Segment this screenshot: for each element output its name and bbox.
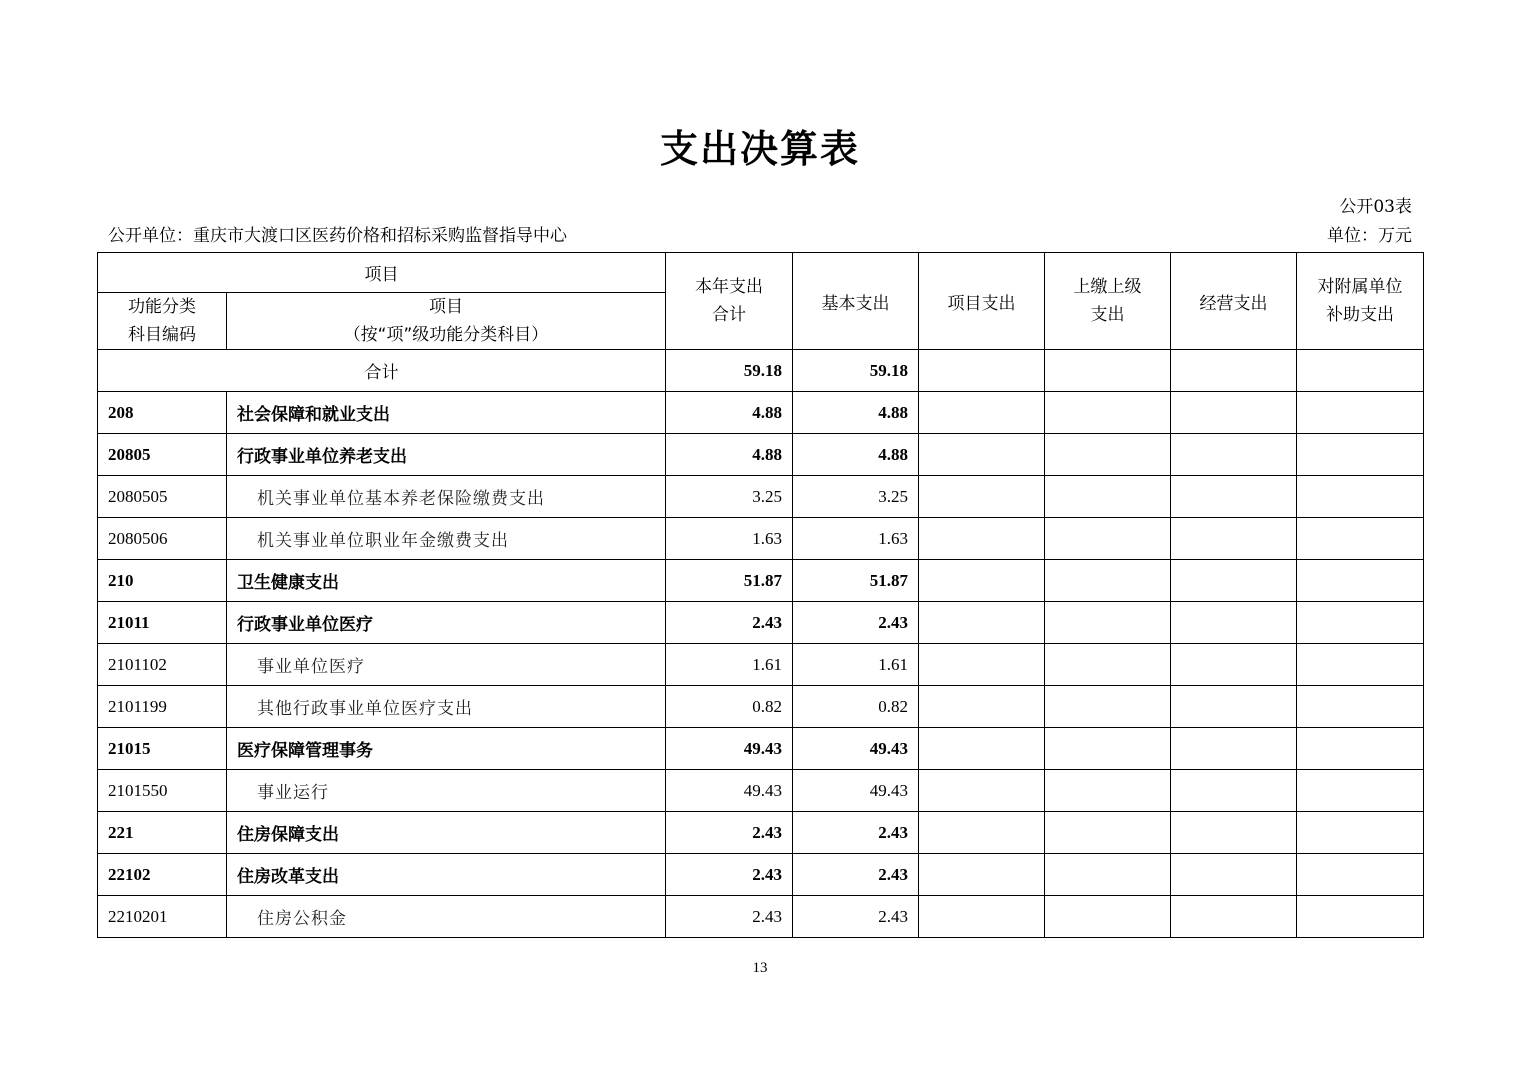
row-business (1171, 854, 1297, 896)
row-subsidy (1297, 476, 1424, 518)
row-total: 2.43 (666, 812, 793, 854)
row-code: 20805 (98, 434, 227, 476)
row-project (919, 434, 1045, 476)
row-business (1171, 602, 1297, 644)
row-project (919, 560, 1045, 602)
row-code: 2101550 (98, 770, 227, 812)
name-header-line1: 项目 (429, 297, 463, 317)
row-name: 社会保障和就业支出 (227, 392, 666, 434)
row-basic: 3.25 (793, 476, 919, 518)
row-upper (1045, 728, 1171, 770)
table-row (98, 392, 1424, 434)
code-header-line2: 科目编码 (128, 325, 196, 345)
total-header-line1: 本年支出 (695, 277, 763, 297)
name-header (227, 293, 666, 350)
table-row (98, 812, 1424, 854)
table-row (98, 728, 1424, 770)
basic-header: 基本支出 (793, 253, 919, 350)
row-business (1171, 728, 1297, 770)
row-basic: 4.88 (793, 434, 919, 476)
row-business (1171, 770, 1297, 812)
row-basic: 2.43 (793, 896, 919, 938)
upper-header-line2: 支出 (1090, 305, 1125, 325)
business-header: 经营支出 (1171, 253, 1297, 350)
row-code: 2210201 (98, 896, 227, 938)
row-name: 机关事业单位职业年金缴费支出 (227, 518, 666, 560)
name-header-line2: （按“项”级功能分类科目） (343, 325, 549, 345)
subsidy-header (1297, 253, 1424, 350)
total-row-basic: 59.18 (793, 350, 919, 392)
row-subsidy (1297, 854, 1424, 896)
row-subsidy (1297, 728, 1424, 770)
total-row-subsidy (1297, 350, 1424, 392)
row-project (919, 812, 1045, 854)
row-code: 2101102 (98, 644, 227, 686)
row-name: 住房改革支出 (227, 854, 666, 896)
row-name: 住房保障支出 (227, 812, 666, 854)
table-row (98, 434, 1424, 476)
row-basic: 51.87 (793, 560, 919, 602)
total-row-total: 59.18 (666, 350, 793, 392)
total-row-label: 合计 (98, 350, 666, 392)
row-subsidy (1297, 602, 1424, 644)
table-row (98, 602, 1424, 644)
total-header-line2: 合计 (712, 305, 746, 325)
row-total: 4.88 (666, 434, 793, 476)
row-basic: 49.43 (793, 770, 919, 812)
row-total: 1.63 (666, 518, 793, 560)
page-number: 13 (752, 960, 768, 976)
total-row-project (919, 350, 1045, 392)
row-project (919, 854, 1045, 896)
row-code: 208 (98, 392, 227, 434)
item-group-header: 项目 (98, 253, 666, 293)
code-header-line1: 功能分类 (128, 297, 196, 317)
row-business (1171, 392, 1297, 434)
row-upper (1045, 602, 1171, 644)
row-upper (1045, 896, 1171, 938)
row-basic: 2.43 (793, 602, 919, 644)
row-name: 卫生健康支出 (227, 560, 666, 602)
table-row (98, 560, 1424, 602)
row-code: 2080506 (98, 518, 227, 560)
table-row (98, 686, 1424, 728)
row-total: 49.43 (666, 728, 793, 770)
row-code: 2101199 (98, 686, 227, 728)
row-basic: 2.43 (793, 812, 919, 854)
row-upper (1045, 770, 1171, 812)
row-project (919, 896, 1045, 938)
row-total: 4.88 (666, 392, 793, 434)
row-subsidy (1297, 644, 1424, 686)
row-basic: 1.61 (793, 644, 919, 686)
row-basic: 4.88 (793, 392, 919, 434)
table-row (98, 770, 1424, 812)
total-row (98, 350, 1424, 392)
row-total: 49.43 (666, 770, 793, 812)
row-subsidy (1297, 770, 1424, 812)
row-total: 0.82 (666, 686, 793, 728)
row-total: 2.43 (666, 602, 793, 644)
subsidy-header-line2: 补助支出 (1326, 305, 1394, 325)
row-total: 1.61 (666, 644, 793, 686)
row-subsidy (1297, 518, 1424, 560)
header-info-row (108, 221, 1412, 245)
row-code: 210 (98, 560, 227, 602)
row-name: 事业运行 (227, 770, 666, 812)
row-code: 21015 (98, 728, 227, 770)
row-subsidy (1297, 392, 1424, 434)
row-upper (1045, 812, 1171, 854)
row-upper (1045, 434, 1171, 476)
project-header: 项目支出 (919, 253, 1045, 350)
row-project (919, 770, 1045, 812)
row-code: 22102 (98, 854, 227, 896)
row-code: 2080505 (98, 476, 227, 518)
total-row-upper (1045, 350, 1171, 392)
row-subsidy (1297, 560, 1424, 602)
row-name: 行政事业单位医疗 (227, 602, 666, 644)
table-row (98, 518, 1424, 560)
row-basic: 49.43 (793, 728, 919, 770)
table-row (98, 476, 1424, 518)
row-basic: 0.82 (793, 686, 919, 728)
table-row (98, 854, 1424, 896)
row-business (1171, 686, 1297, 728)
row-project (919, 518, 1045, 560)
total-header (666, 253, 793, 350)
row-name: 机关事业单位基本养老保险缴费支出 (227, 476, 666, 518)
row-upper (1045, 476, 1171, 518)
row-code: 221 (98, 812, 227, 854)
row-subsidy (1297, 686, 1424, 728)
row-name: 行政事业单位养老支出 (227, 434, 666, 476)
row-business (1171, 476, 1297, 518)
row-project (919, 392, 1045, 434)
upper-header-line1: 上缴上级 (1073, 277, 1142, 297)
row-project (919, 644, 1045, 686)
row-project (919, 602, 1045, 644)
unit-label: 单位：万元 (1327, 226, 1412, 246)
row-project (919, 728, 1045, 770)
row-upper (1045, 518, 1171, 560)
row-project (919, 476, 1045, 518)
row-upper (1045, 392, 1171, 434)
upper-header (1045, 253, 1171, 350)
row-code: 21011 (98, 602, 227, 644)
subsidy-header-line1: 对附属单位 (1317, 277, 1403, 297)
row-business (1171, 644, 1297, 686)
row-subsidy (1297, 812, 1424, 854)
row-upper (1045, 686, 1171, 728)
row-business (1171, 812, 1297, 854)
row-basic: 2.43 (793, 854, 919, 896)
row-total: 2.43 (666, 896, 793, 938)
row-upper (1045, 644, 1171, 686)
row-business (1171, 434, 1297, 476)
row-name: 医疗保障管理事务 (227, 728, 666, 770)
row-name: 住房公积金 (227, 896, 666, 938)
form-number: 公开03表 (1339, 197, 1412, 217)
row-subsidy (1297, 434, 1424, 476)
row-name: 其他行政事业单位医疗支出 (227, 686, 666, 728)
row-total: 51.87 (666, 560, 793, 602)
row-project (919, 686, 1045, 728)
row-total: 3.25 (666, 476, 793, 518)
table-row (98, 896, 1424, 938)
row-name: 事业单位医疗 (227, 644, 666, 686)
row-business (1171, 518, 1297, 560)
code-header (98, 293, 227, 350)
page-title: 支出决算表 (659, 127, 860, 171)
row-total: 2.43 (666, 854, 793, 896)
row-business (1171, 896, 1297, 938)
row-business (1171, 560, 1297, 602)
organization-label: 公开单位：重庆市大渡口区医药价格和招标采购监督指导中心 (108, 226, 567, 246)
row-subsidy (1297, 896, 1424, 938)
expenditure-table (97, 252, 1424, 938)
row-upper (1045, 854, 1171, 896)
total-row-business (1171, 350, 1297, 392)
row-upper (1045, 560, 1171, 602)
table-row (98, 644, 1424, 686)
row-basic: 1.63 (793, 518, 919, 560)
